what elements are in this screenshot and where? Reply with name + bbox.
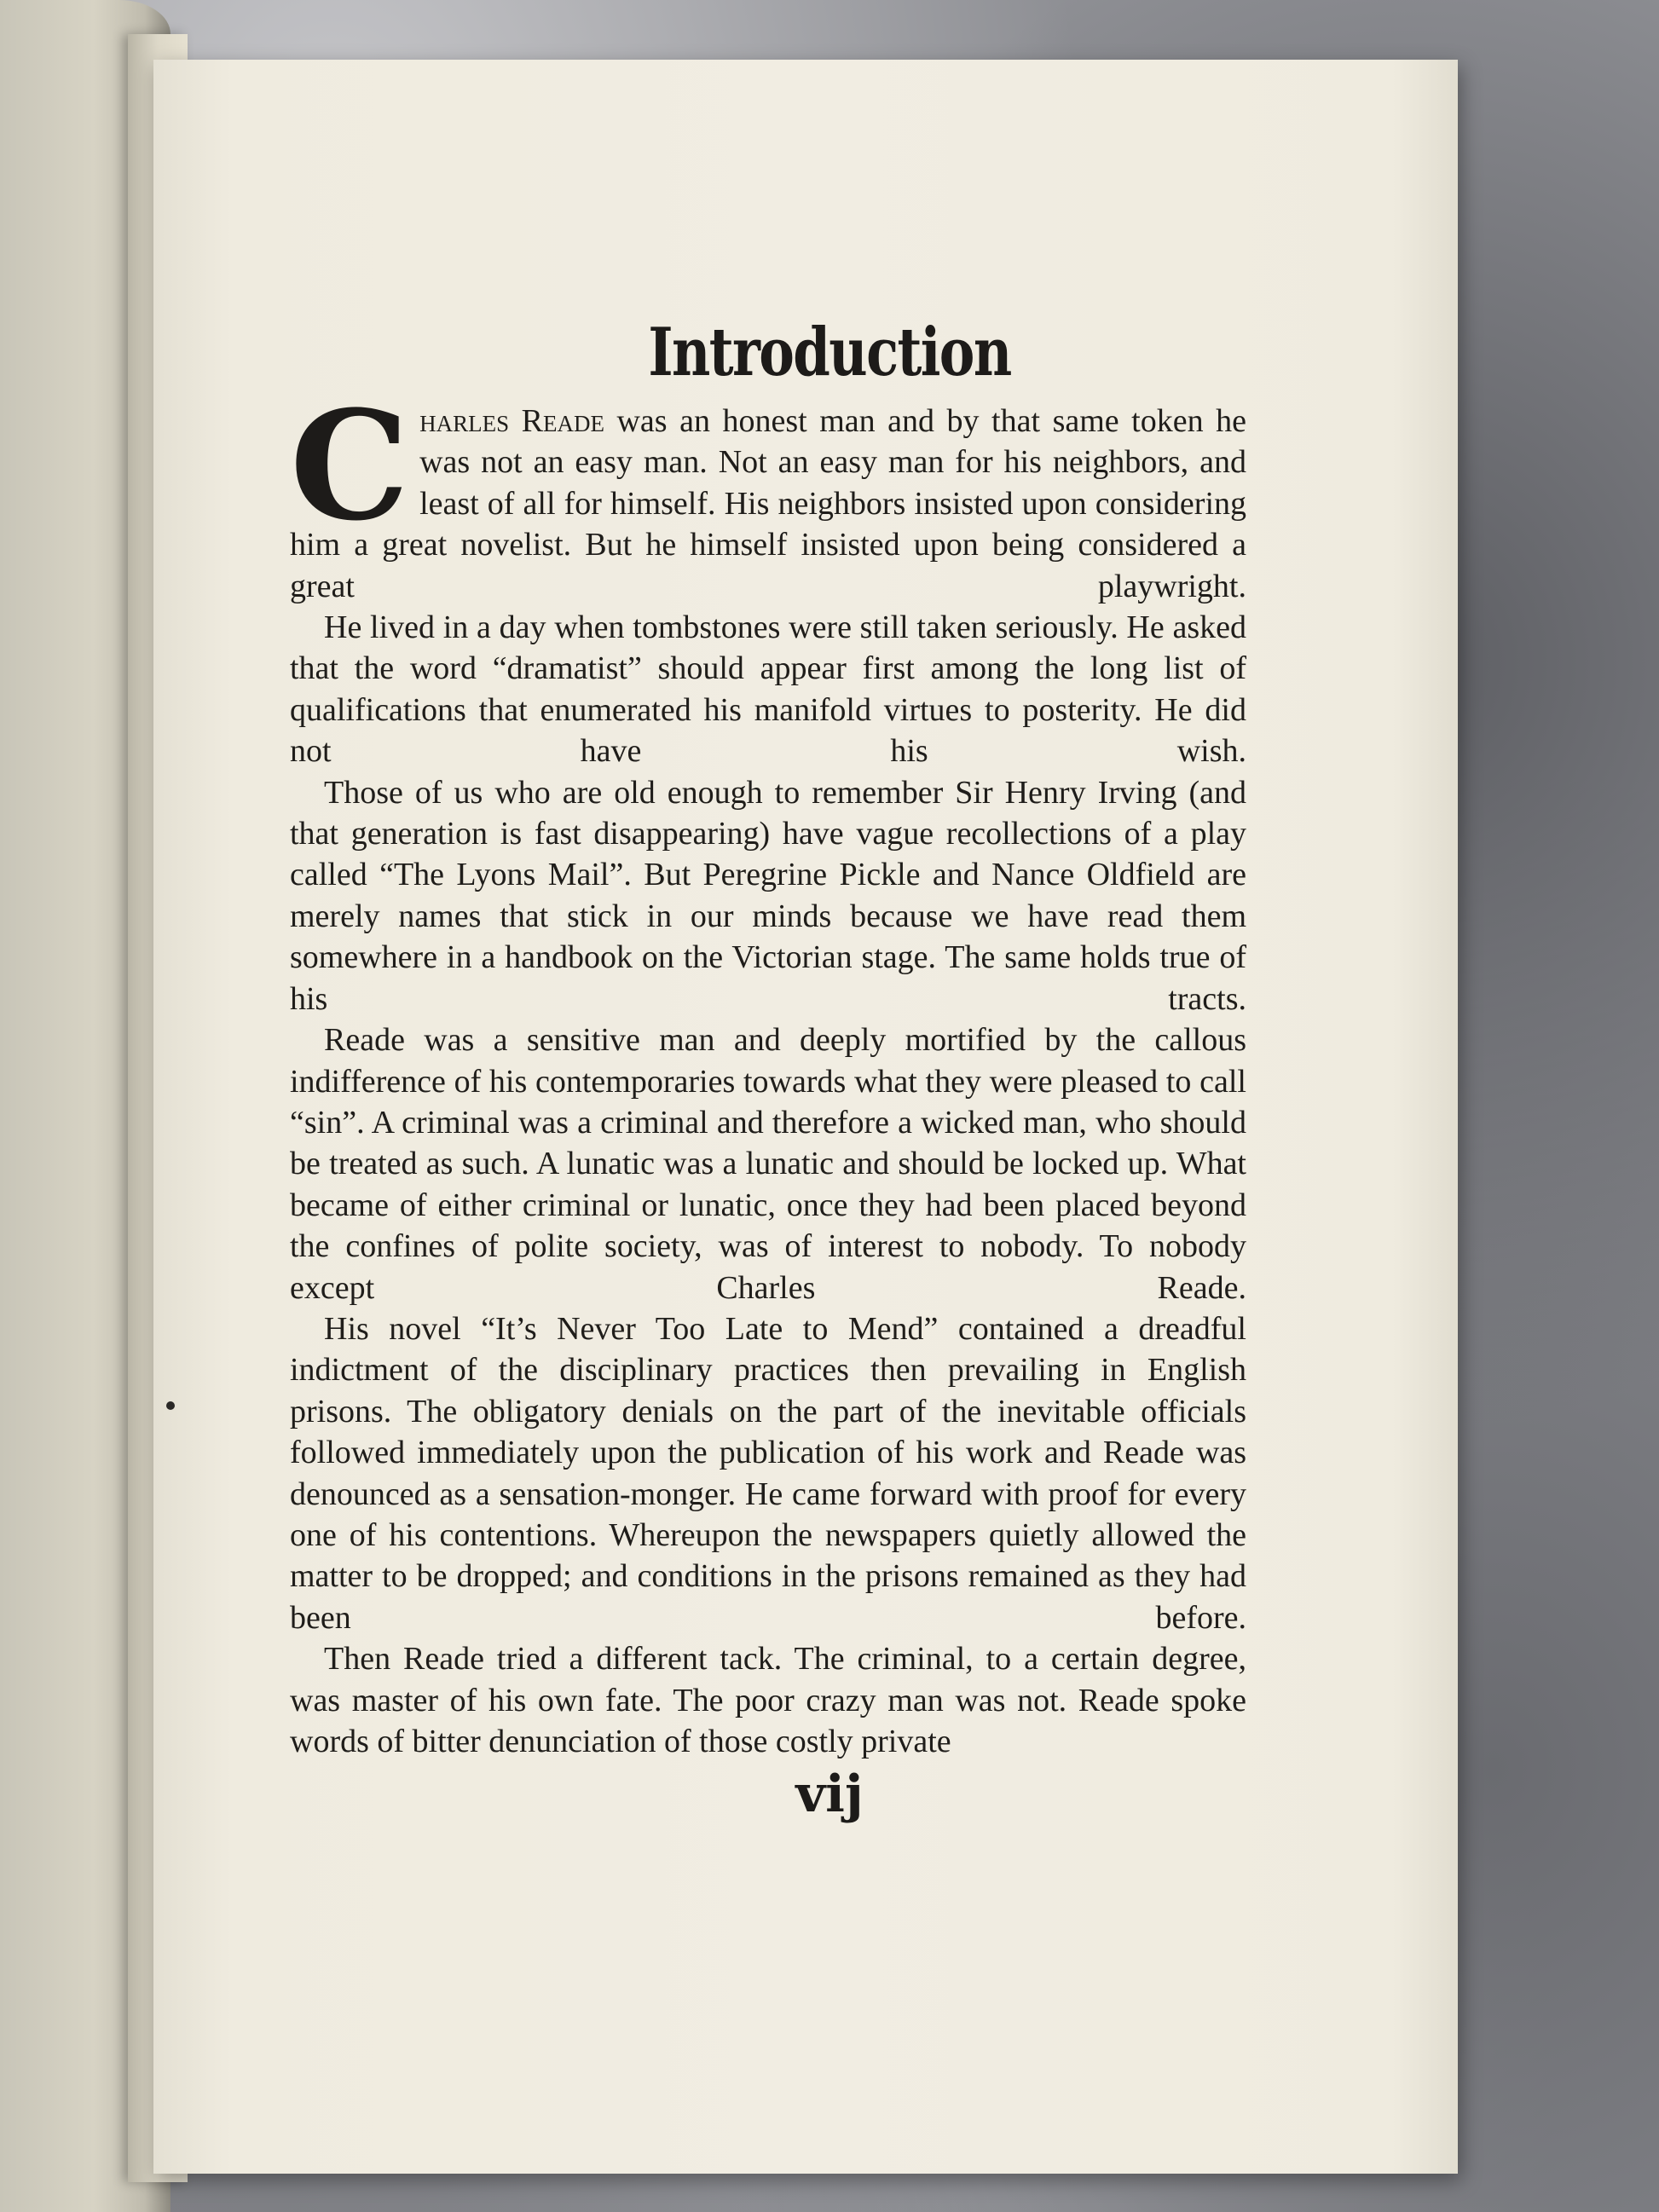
- ink-dot: [166, 1401, 175, 1410]
- opening-words: harles Reade: [419, 403, 604, 439]
- chapter-title: Introduction: [648, 314, 1011, 391]
- paragraph-3: Those of us who are old enough to remember Sir Henry Irving (and that generation is fast disappearing) have vague recollections of a play called “The Lyons Mail”. But Peregrine Pickle and Nance Oldfield are merely names that stick in our minds because we have read them somewhere in a handbook on the Victorian stage. The same holds true of his tracts.: [290, 774, 1246, 1017]
- paragraph-1: [290, 378, 1246, 607]
- drop-cap: C: [290, 378, 410, 554]
- body-text: [290, 378, 1246, 1762]
- paragraph-4: Reade was a sensitive man and deeply mortified by the callous indifference of his contemporaries towards what they were pleased to call “sin”. A criminal was a criminal and therefore a wicked man, who should be treated as such. A lunatic was a lunatic and should be locked up. What became of either criminal or lunatic, once they had been placed beyond the confines of polite society, was of interest to nobody. To nobody except Charles Reade.: [290, 1022, 1246, 1306]
- paragraph-2: He lived in a day when tombstones were still taken seriously. He asked that the word “dramatist” should appear first among the long list of qualifications that enumerated his manifold virtues to posterity. He did not have his wish.: [290, 609, 1246, 770]
- paragraph-5: His novel “It’s Never Too Late to Mend” contained a dreadful indictment of the disciplinary practices then prevailing in English prisons. The obligatory denials on the part of the inevitable officials followed immediately upon the publication of his work and Reade was denounced as a sensation-monger. He came forward with proof for every one of his contentions. Whereupon the newspapers quietly allowed the matter to be dropped; and conditions in the prisons remained as they had been before.: [290, 1310, 1246, 1636]
- paragraph-6: Then Reade tried a different tack. The criminal, to a certain degree, was master of his own fate. The poor crazy man was not. Reade spoke words of bitter denunciation of those costly private: [290, 1641, 1246, 1759]
- paragraph-1-text: was an honest man and by that same token he was not an easy man. Not an easy man for his neighbors, and least of all for himself. His neighbors insisted upon considering him a great novelist. But he himself insisted upon being considered a great playwright.: [290, 403, 1246, 604]
- page-number: vij: [795, 1764, 864, 1824]
